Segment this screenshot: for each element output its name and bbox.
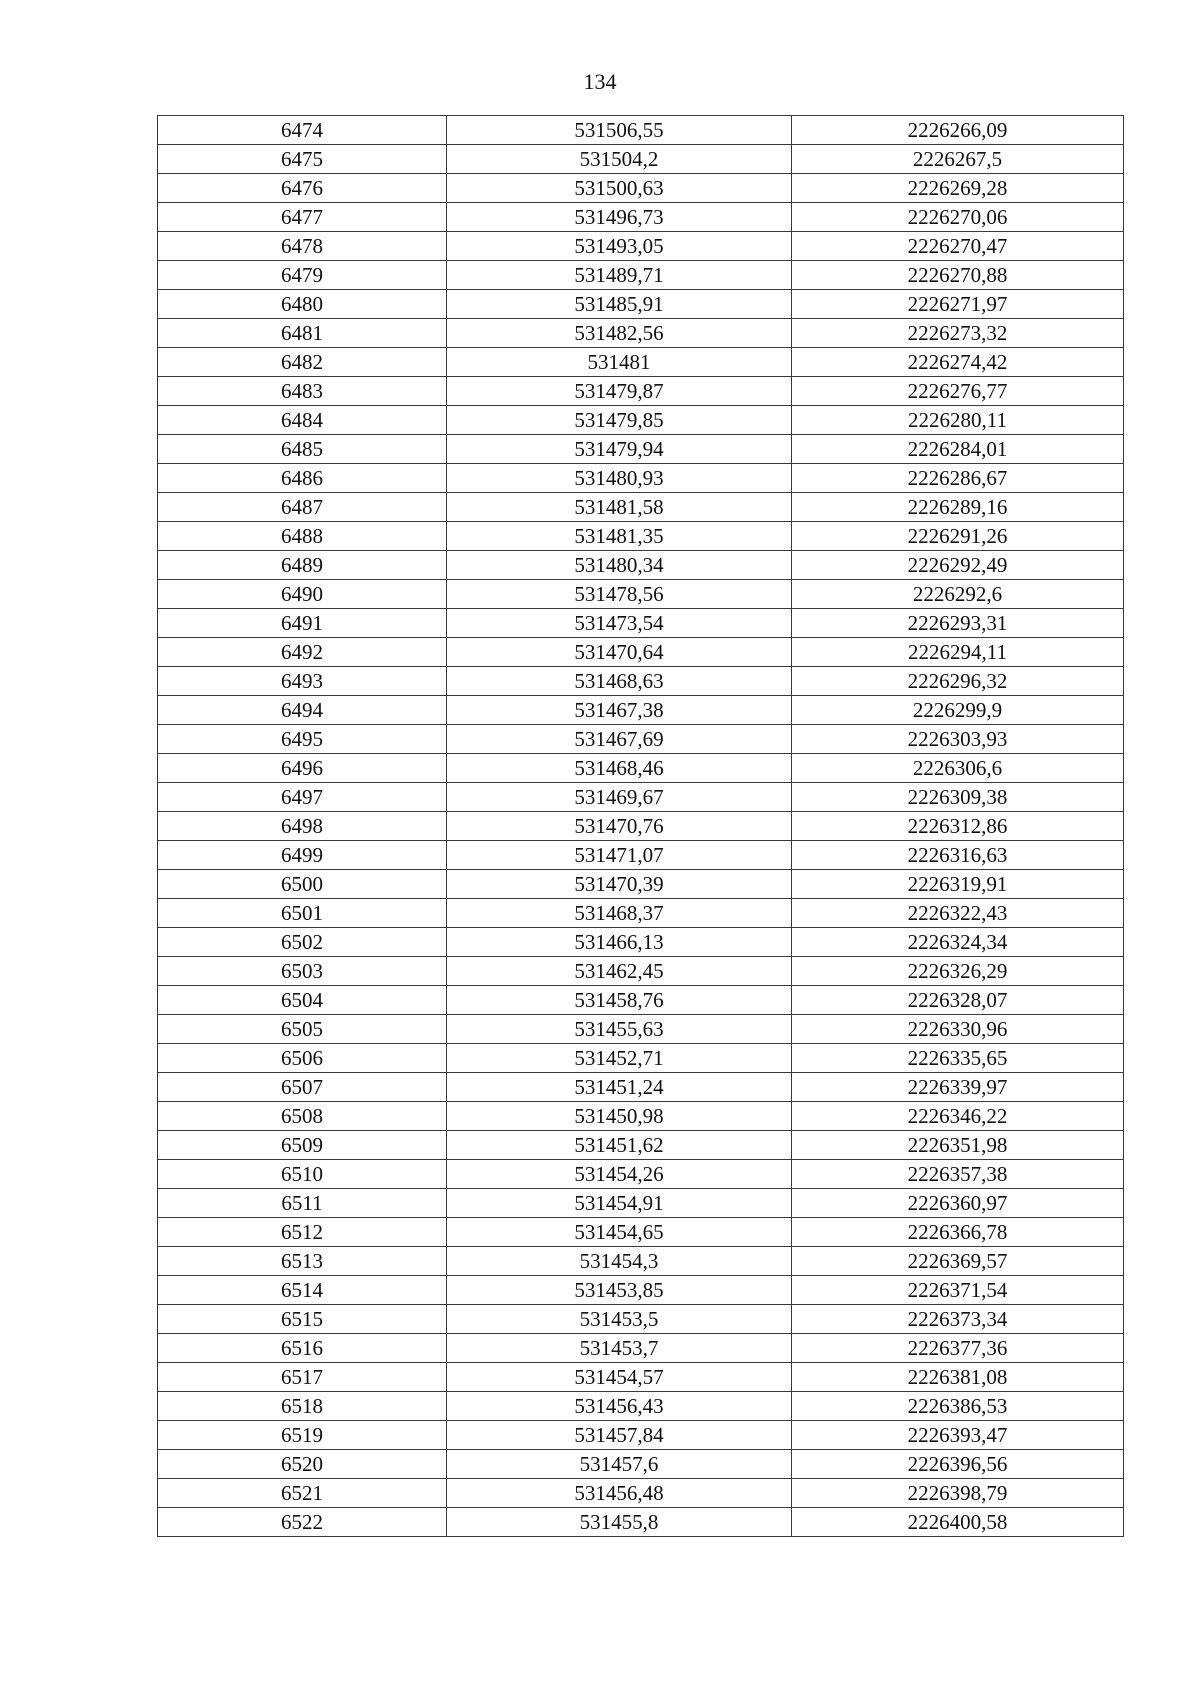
table-row [158, 377, 1124, 406]
y-coordinate-cell: 2226289,16 [792, 493, 1124, 522]
point-number-cell: 6515 [158, 1305, 447, 1334]
point-number-cell: 6520 [158, 1450, 447, 1479]
table-row [158, 841, 1124, 870]
table-row [158, 986, 1124, 1015]
point-number-cell: 6478 [158, 232, 447, 261]
table-row [158, 1218, 1124, 1247]
point-number-cell: 6483 [158, 377, 447, 406]
y-coordinate-cell: 2226280,11 [792, 406, 1124, 435]
point-number-cell: 6511 [158, 1189, 447, 1218]
y-coordinate-cell: 2226386,53 [792, 1392, 1124, 1421]
x-coordinate-cell: 531454,3 [447, 1247, 792, 1276]
point-number-cell: 6504 [158, 986, 447, 1015]
y-coordinate-cell: 2226303,93 [792, 725, 1124, 754]
x-coordinate-cell: 531468,46 [447, 754, 792, 783]
x-coordinate-cell: 531451,62 [447, 1131, 792, 1160]
x-coordinate-cell: 531473,54 [447, 609, 792, 638]
x-coordinate-cell: 531456,43 [447, 1392, 792, 1421]
x-coordinate-cell: 531481,58 [447, 493, 792, 522]
y-coordinate-cell: 2226396,56 [792, 1450, 1124, 1479]
point-number-cell: 6480 [158, 290, 447, 319]
point-number-cell: 6500 [158, 870, 447, 899]
point-number-cell: 6516 [158, 1334, 447, 1363]
table-row [158, 1160, 1124, 1189]
table-row [158, 580, 1124, 609]
point-number-cell: 6522 [158, 1508, 447, 1537]
point-number-cell: 6479 [158, 261, 447, 290]
y-coordinate-cell: 2226373,34 [792, 1305, 1124, 1334]
point-number-cell: 6506 [158, 1044, 447, 1073]
y-coordinate-cell: 2226270,47 [792, 232, 1124, 261]
point-number-cell: 6495 [158, 725, 447, 754]
y-coordinate-cell: 2226351,98 [792, 1131, 1124, 1160]
point-number-cell: 6476 [158, 174, 447, 203]
table-row [158, 1363, 1124, 1392]
table-row [158, 522, 1124, 551]
x-coordinate-cell: 531481 [447, 348, 792, 377]
table-row [158, 1247, 1124, 1276]
x-coordinate-cell: 531452,71 [447, 1044, 792, 1073]
point-number-cell: 6501 [158, 899, 447, 928]
y-coordinate-cell: 2226400,58 [792, 1508, 1124, 1537]
point-number-cell: 6503 [158, 957, 447, 986]
table-row [158, 1102, 1124, 1131]
x-coordinate-cell: 531504,2 [447, 145, 792, 174]
point-number-cell: 6517 [158, 1363, 447, 1392]
x-coordinate-cell: 531454,91 [447, 1189, 792, 1218]
x-coordinate-cell: 531450,98 [447, 1102, 792, 1131]
x-coordinate-cell: 531455,8 [447, 1508, 792, 1537]
x-coordinate-cell: 531453,7 [447, 1334, 792, 1363]
table-row [158, 1450, 1124, 1479]
y-coordinate-cell: 2226335,65 [792, 1044, 1124, 1073]
x-coordinate-cell: 531479,94 [447, 435, 792, 464]
table-row [158, 667, 1124, 696]
point-number-cell: 6475 [158, 145, 447, 174]
y-coordinate-cell: 2226270,88 [792, 261, 1124, 290]
y-coordinate-cell: 2226312,86 [792, 812, 1124, 841]
table-row [158, 551, 1124, 580]
y-coordinate-cell: 2226398,79 [792, 1479, 1124, 1508]
point-number-cell: 6493 [158, 667, 447, 696]
point-number-cell: 6507 [158, 1073, 447, 1102]
table-row [158, 754, 1124, 783]
x-coordinate-cell: 531454,65 [447, 1218, 792, 1247]
y-coordinate-cell: 2226276,77 [792, 377, 1124, 406]
point-number-cell: 6510 [158, 1160, 447, 1189]
x-coordinate-cell: 531467,38 [447, 696, 792, 725]
page-number: 134 [583, 69, 617, 94]
y-coordinate-cell: 2226381,08 [792, 1363, 1124, 1392]
point-number-cell: 6484 [158, 406, 447, 435]
x-coordinate-cell: 531479,85 [447, 406, 792, 435]
y-coordinate-cell: 2226267,5 [792, 145, 1124, 174]
point-number-cell: 6519 [158, 1421, 447, 1450]
x-coordinate-cell: 531481,35 [447, 522, 792, 551]
table-row [158, 899, 1124, 928]
table-row [158, 928, 1124, 957]
table-row [158, 348, 1124, 377]
x-coordinate-cell: 531468,37 [447, 899, 792, 928]
point-number-cell: 6502 [158, 928, 447, 957]
table-row [158, 696, 1124, 725]
x-coordinate-cell: 531469,67 [447, 783, 792, 812]
x-coordinate-cell: 531482,56 [447, 319, 792, 348]
point-number-cell: 6489 [158, 551, 447, 580]
x-coordinate-cell: 531451,24 [447, 1073, 792, 1102]
table-row [158, 1044, 1124, 1073]
table-row [158, 1276, 1124, 1305]
x-coordinate-cell: 531485,91 [447, 290, 792, 319]
y-coordinate-cell: 2226286,67 [792, 464, 1124, 493]
y-coordinate-cell: 2226274,42 [792, 348, 1124, 377]
table-row [158, 435, 1124, 464]
y-coordinate-cell: 2226299,9 [792, 696, 1124, 725]
table-row [158, 1305, 1124, 1334]
table-row [158, 870, 1124, 899]
x-coordinate-cell: 531457,6 [447, 1450, 792, 1479]
x-coordinate-cell: 531467,69 [447, 725, 792, 754]
point-number-cell: 6521 [158, 1479, 447, 1508]
point-number-cell: 6508 [158, 1102, 447, 1131]
y-coordinate-cell: 2226273,32 [792, 319, 1124, 348]
point-number-cell: 6488 [158, 522, 447, 551]
table-row [158, 1131, 1124, 1160]
x-coordinate-cell: 531454,57 [447, 1363, 792, 1392]
table-row [158, 290, 1124, 319]
y-coordinate-cell: 2226377,36 [792, 1334, 1124, 1363]
x-coordinate-cell: 531453,85 [447, 1276, 792, 1305]
table-row [158, 1508, 1124, 1537]
y-coordinate-cell: 2226271,97 [792, 290, 1124, 319]
table-row [158, 1392, 1124, 1421]
y-coordinate-cell: 2226291,26 [792, 522, 1124, 551]
table-row [158, 261, 1124, 290]
y-coordinate-cell: 2226328,07 [792, 986, 1124, 1015]
x-coordinate-cell: 531462,45 [447, 957, 792, 986]
y-coordinate-cell: 2226296,32 [792, 667, 1124, 696]
point-number-cell: 6494 [158, 696, 447, 725]
x-coordinate-cell: 531468,63 [447, 667, 792, 696]
y-coordinate-cell: 2226393,47 [792, 1421, 1124, 1450]
x-coordinate-cell: 531457,84 [447, 1421, 792, 1450]
x-coordinate-cell: 531470,76 [447, 812, 792, 841]
y-coordinate-cell: 2226326,29 [792, 957, 1124, 986]
table-row [158, 1189, 1124, 1218]
table-row [158, 957, 1124, 986]
point-number-cell: 6487 [158, 493, 447, 522]
y-coordinate-cell: 2226293,31 [792, 609, 1124, 638]
y-coordinate-cell: 2226266,09 [792, 116, 1124, 145]
point-number-cell: 6512 [158, 1218, 447, 1247]
x-coordinate-cell: 531466,13 [447, 928, 792, 957]
point-number-cell: 6518 [158, 1392, 447, 1421]
x-coordinate-cell: 531456,48 [447, 1479, 792, 1508]
x-coordinate-cell: 531480,34 [447, 551, 792, 580]
point-number-cell: 6492 [158, 638, 447, 667]
y-coordinate-cell: 2226292,6 [792, 580, 1124, 609]
table-row [158, 609, 1124, 638]
table-row [158, 464, 1124, 493]
table-row [158, 1421, 1124, 1450]
table-row [158, 319, 1124, 348]
x-coordinate-cell: 531471,07 [447, 841, 792, 870]
x-coordinate-cell: 531500,63 [447, 174, 792, 203]
y-coordinate-cell: 2226330,96 [792, 1015, 1124, 1044]
y-coordinate-cell: 2226306,6 [792, 754, 1124, 783]
point-number-cell: 6499 [158, 841, 447, 870]
point-number-cell: 6474 [158, 116, 447, 145]
point-number-cell: 6482 [158, 348, 447, 377]
point-number-cell: 6509 [158, 1131, 447, 1160]
y-coordinate-cell: 2226357,38 [792, 1160, 1124, 1189]
table-row [158, 1334, 1124, 1363]
point-number-cell: 6485 [158, 435, 447, 464]
x-coordinate-cell: 531470,39 [447, 870, 792, 899]
point-number-cell: 6486 [158, 464, 447, 493]
point-number-cell: 6481 [158, 319, 447, 348]
x-coordinate-cell: 531470,64 [447, 638, 792, 667]
y-coordinate-cell: 2226339,97 [792, 1073, 1124, 1102]
y-coordinate-cell: 2226369,57 [792, 1247, 1124, 1276]
x-coordinate-cell: 531454,26 [447, 1160, 792, 1189]
table-row [158, 116, 1124, 145]
table-row [158, 145, 1124, 174]
y-coordinate-cell: 2226294,11 [792, 638, 1124, 667]
x-coordinate-cell: 531455,63 [447, 1015, 792, 1044]
x-coordinate-cell: 531458,76 [447, 986, 792, 1015]
coordinates-table [157, 115, 1124, 1537]
x-coordinate-cell: 531493,05 [447, 232, 792, 261]
y-coordinate-cell: 2226322,43 [792, 899, 1124, 928]
x-coordinate-cell: 531480,93 [447, 464, 792, 493]
y-coordinate-cell: 2226316,63 [792, 841, 1124, 870]
y-coordinate-cell: 2226324,34 [792, 928, 1124, 957]
point-number-cell: 6514 [158, 1276, 447, 1305]
table-row [158, 638, 1124, 667]
x-coordinate-cell: 531489,71 [447, 261, 792, 290]
table-row [158, 232, 1124, 261]
point-number-cell: 6477 [158, 203, 447, 232]
y-coordinate-cell: 2226270,06 [792, 203, 1124, 232]
table-row [158, 493, 1124, 522]
table-row [158, 406, 1124, 435]
point-number-cell: 6491 [158, 609, 447, 638]
y-coordinate-cell: 2226292,49 [792, 551, 1124, 580]
point-number-cell: 6498 [158, 812, 447, 841]
x-coordinate-cell: 531478,56 [447, 580, 792, 609]
table-row [158, 1073, 1124, 1102]
table-row [158, 174, 1124, 203]
y-coordinate-cell: 2226309,38 [792, 783, 1124, 812]
y-coordinate-cell: 2226284,01 [792, 435, 1124, 464]
table-body [158, 116, 1124, 1537]
point-number-cell: 6513 [158, 1247, 447, 1276]
y-coordinate-cell: 2226319,91 [792, 870, 1124, 899]
y-coordinate-cell: 2226371,54 [792, 1276, 1124, 1305]
y-coordinate-cell: 2226366,78 [792, 1218, 1124, 1247]
point-number-cell: 6496 [158, 754, 447, 783]
x-coordinate-cell: 531496,73 [447, 203, 792, 232]
x-coordinate-cell: 531453,5 [447, 1305, 792, 1334]
table-row [158, 783, 1124, 812]
table-row [158, 725, 1124, 754]
table-row [158, 812, 1124, 841]
point-number-cell: 6497 [158, 783, 447, 812]
table-row [158, 1015, 1124, 1044]
y-coordinate-cell: 2226269,28 [792, 174, 1124, 203]
x-coordinate-cell: 531506,55 [447, 116, 792, 145]
table-row [158, 203, 1124, 232]
point-number-cell: 6490 [158, 580, 447, 609]
table-row [158, 1479, 1124, 1508]
y-coordinate-cell: 2226360,97 [792, 1189, 1124, 1218]
point-number-cell: 6505 [158, 1015, 447, 1044]
y-coordinate-cell: 2226346,22 [792, 1102, 1124, 1131]
x-coordinate-cell: 531479,87 [447, 377, 792, 406]
